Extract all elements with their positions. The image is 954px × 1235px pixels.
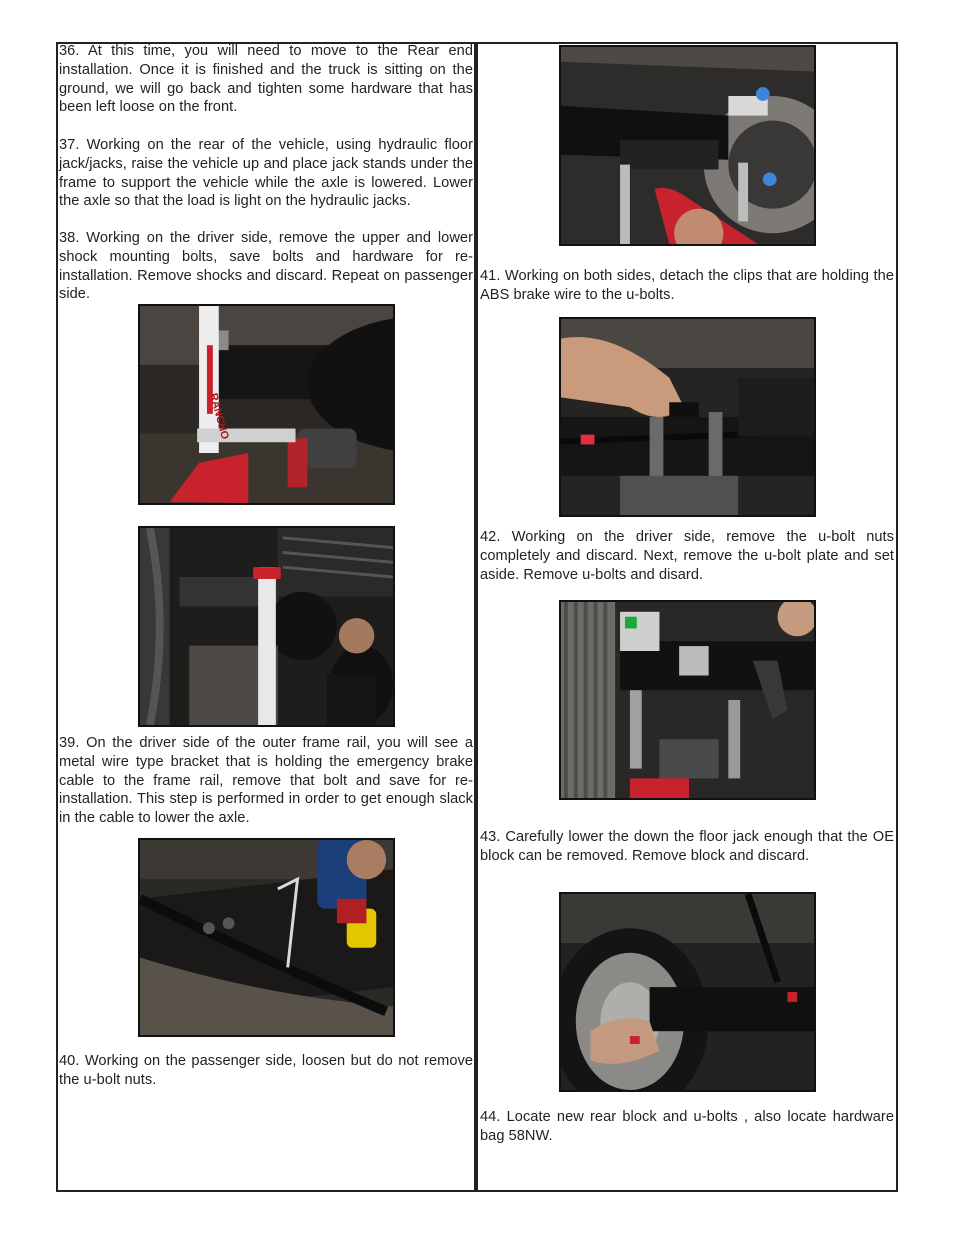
step-38-text: 38. Working on the driver side, remove the upper and lower shock mounting bolts, save bolts and hardware for re-installation. Remove shocks and discard. Repeat on passenger side. [59,230,473,303]
step-43-text: 43. Carefully lower the down the floor jack enough that the OE block can be removed. Remove block and discard. [480,829,894,864]
photo-brake-cable-bracket [138,838,395,1037]
column-divider [474,42,478,1192]
step-39-text: 39. On the driver side of the outer frame rail, you will see a metal wire type bracket that is holding the emergency brake cable to the frame rail, remove that bolt and save for re-installation. This step is performed in order to get enough slack in the cable to lower the axle. [59,735,473,827]
step-36-text: 36. At this time, you will need to move to the Rear end installation. Once it is finished and the truck is sitting on the ground, we will go back and tighten some hardware that has been left loose on the front. [59,43,473,116]
photo-u-bolt-removal [559,600,816,800]
step-37-text: 37. Working on the rear of the vehicle, using hydraulic floor jack/jacks, raise the vehicle up and place jack stands under the frame to support the vehicle while the axle is lowered. Lower the axle so that the load is light on the hydraulic jacks. [59,137,473,210]
step-40-text: 40. Working on the passenger side, loosen but do not remove the u-bolt nuts. [59,1053,473,1088]
step-42-text: 42. Working on the driver side, remove the u-bolt nuts completely and discard. Next, remove the u-bolt plate and set aside. Remove u-bolts and disard. [480,529,894,583]
photo-axle-brake [559,45,816,246]
photo-abs-wire-clips [559,317,816,517]
photo-shock-removal [138,304,395,505]
svg-text:RANCHO: RANCHO [206,391,231,441]
step-44-text: 44. Locate new rear block and u-bolts , also locate hardware bag 58NW. [480,1109,894,1144]
photo-oe-block-removal [559,892,816,1092]
step-41-text: 41. Working on both sides, detach the clips that are holding the ABS brake wire to the u-bolts. [480,268,894,303]
photo-shock-removed [138,526,395,727]
